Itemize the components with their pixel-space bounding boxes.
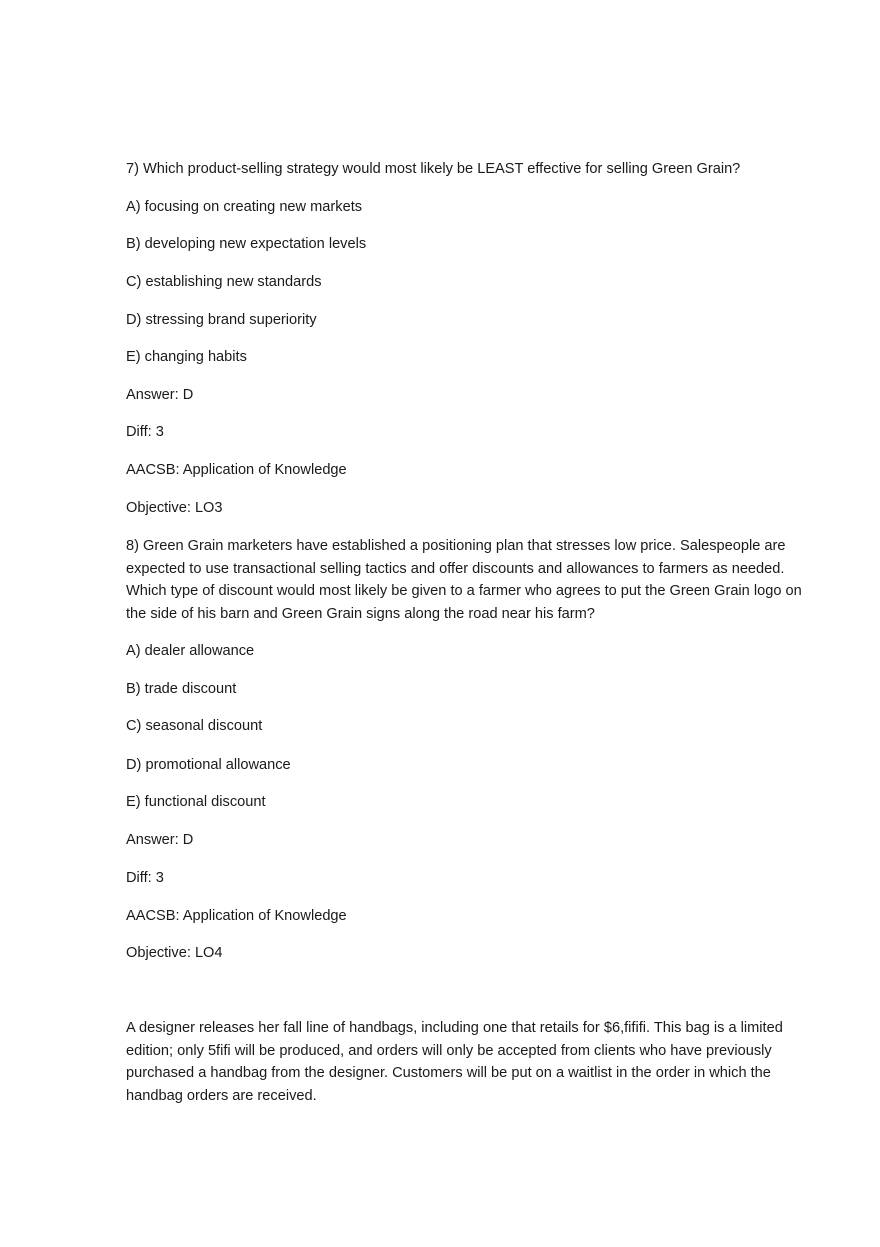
q7-objective: Objective: LO3 — [126, 500, 223, 516]
q8-option-d: D) promotional allowance — [126, 757, 291, 773]
q7-aacsb: AACSB: Application of Knowledge — [126, 462, 347, 478]
scenario-paragraph: A designer releases her fall line of handbags, including one that retails for $6,fififi. This bag is a limited edition; only 5fifi will be produced, and orders will only be accepted from clients who have previously purchased a handbag from the designer. Customers will be put on a waitlist in the order in which the handbag orders are received. — [126, 1020, 783, 1105]
q7-diff: Diff: 3 — [126, 424, 164, 440]
q7-option-a: A) focusing on creating new markets — [126, 199, 363, 215]
q7-option-b: B) developing new expectation levels — [126, 236, 367, 252]
q8-option-c: C) seasonal discount — [126, 718, 263, 734]
q8-diff: Diff: 3 — [126, 870, 164, 886]
q8-question: 8) Green Grain marketers have established a positioning plan that stresses low price. Salespeople are expected to use transactional selling tactics and offer discounts and allowances to farmers as needed. Which type of discount would most likely be given to a farmer who agrees to put the Green Grain logo on the side of his barn and Green Grain signs along the road near his farm? — [126, 538, 802, 623]
q7-option-d: D) stressing brand superiority — [126, 312, 317, 328]
q8-aacsb: AACSB: Application of Knowledge — [126, 908, 347, 924]
q8-objective: Objective: LO4 — [126, 945, 223, 961]
q8-answer: Answer: D — [126, 832, 194, 848]
q8-option-e: E) functional discount — [126, 794, 266, 810]
q8-option-b: B) trade discount — [126, 681, 237, 697]
q7-question: 7) Which product-selling strategy would most likely be LEAST effective for selling Green Grain? — [126, 161, 741, 177]
q7-option-e: E) changing habits — [126, 349, 247, 365]
q7-option-c: C) establishing new standards — [126, 274, 322, 290]
q7-answer: Answer: D — [126, 387, 194, 403]
q8-option-a: A) dealer allowance — [126, 643, 255, 659]
